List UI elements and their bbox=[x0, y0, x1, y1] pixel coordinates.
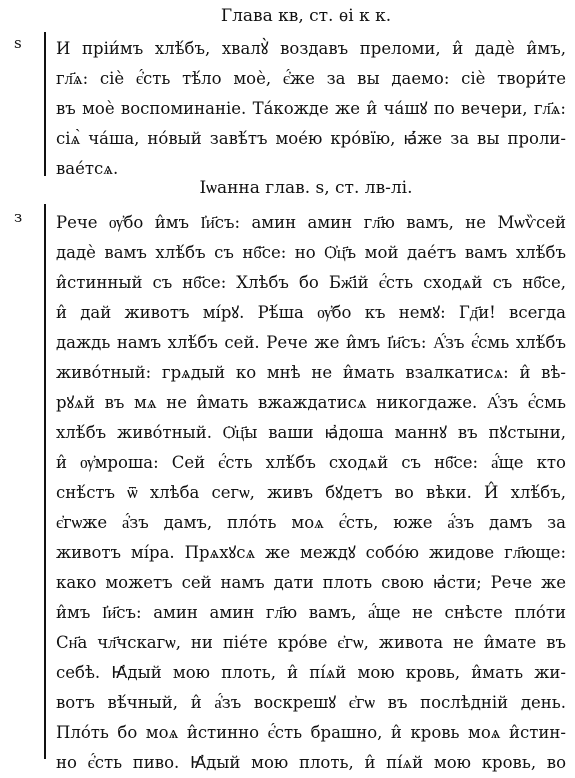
text-line: въ моѐ воспоминаніе. Та́кожде же и̂ ча́шꙋ по вечери, гл҃ѧ: bbox=[56, 99, 566, 118]
chapter-heading-john: Іѡанна глав. ѕ, ст. лв-лі. bbox=[199, 178, 413, 198]
text-line: хлѣ́бъ живо́тный. Ѻ҆ц҃ы ваши ꙗ҆доша маннꙋ въ пꙋстыни, bbox=[56, 423, 566, 442]
text-line: себѣ. Ꙗ҆дый мою плоть, и̂ пі́ѧй мою кровь, и̂мать жи- bbox=[56, 663, 566, 682]
text-line: Сн҃а чл҃чскагѡ, ни піе́те кро́ве є҆гѡ, живота не и̂мате въ bbox=[56, 633, 566, 652]
text-block-luke bbox=[56, 34, 566, 184]
text-block-john bbox=[56, 208, 566, 778]
text-line: снѣ́стъ ѿ хлѣба сегѡ, живъ бꙋдетъ во вѣки. И̂ хлѣ́бъ, bbox=[56, 483, 566, 502]
text-line: сіѧ̀ ча́ша, но́вый завѣ́тъ мое́ю кро́вїю, ꙗ҆́же за вы проли- bbox=[56, 129, 566, 148]
text-line: гл҃ѧ: сіѐ є҆́сть тѣ́ло моѐ, є҆́же за вы даемо: сіѐ твори́те bbox=[56, 69, 566, 88]
text-line: Пло́ть бо моѧ и̂стинно є҆́сть брашно, и̂ кровь моѧ и̂стин- bbox=[56, 723, 566, 742]
text-line: и̂ ѹ҆мроша: Сей є҆́сть хлѣ́бъ сходѧй съ нб҃се: а҆́ще кто bbox=[56, 453, 566, 472]
text-line: и̂ дай животъ мі́рꙋ. Рѣ́ша ѹ҆бо къ немꙋ: Гд҃и! всегда bbox=[56, 303, 566, 322]
margin-number-2: з bbox=[14, 208, 23, 226]
text-line: Рече ѹ҆бо и̂мъ І҆и҃съ: амин амин гл҃ю вамъ, не Мѡѷсей bbox=[56, 213, 566, 232]
text-line: живо́тный: грѧдый ко мнѣ не и̂мать взалкатисѧ: и̂ вѣ- bbox=[56, 363, 566, 382]
text-line: И пріи́мъ хлѣ́бъ, хвалꙋ̀ воздавъ преломи, и̂ дадѐ и̂мъ, bbox=[56, 39, 566, 58]
text-line: вотъ вѣ́чный, и̂ а҆́зъ воскрешꙋ є҆гѡ въ послѣдній день. bbox=[56, 693, 566, 712]
text-line: но є҆́сть пиво. Ꙗ҆дый мою плоть, и̂ пі́ѧй мою кровь, во bbox=[56, 753, 566, 772]
text-line: и̂мъ І҆и҃съ: амин амин гл҃ю вамъ, а҆́ще не снѣсте пло́ти bbox=[56, 603, 566, 622]
text-line: како можетъ сей намъ дати плоть свою ꙗ҆сти; Рече же bbox=[56, 573, 566, 592]
text-line: даждь намъ хлѣ́бъ сей. Рече же и̂мъ І҆и҃съ: А҆́зъ є҆́смь хлѣ́бъ bbox=[56, 333, 566, 352]
margin-rule-2 bbox=[44, 204, 46, 759]
text-line: вае́тсѧ. bbox=[56, 159, 119, 178]
chapter-heading-luke: Глава кв, ст. ѳі к к. bbox=[220, 6, 392, 26]
text-line: животъ мі́ра. Прѧхꙋсѧ же междꙋ собо́ю жидове гл҃юще: bbox=[56, 543, 566, 562]
margin-number-1: ѕ bbox=[14, 34, 22, 52]
margin-rule-1 bbox=[44, 32, 46, 176]
text-line: є҆гѡже а҆́зъ дамъ, пло́ть моѧ є҆́сть, юже а҆́зъ дамъ за bbox=[56, 513, 566, 532]
text-line: и̂стинный съ нб҃се: Хлѣбъ бо Бж҃ій є҆́сть сходѧй съ нб҃се, bbox=[56, 273, 566, 292]
text-line: рꙋѧй въ мѧ не и̂мать вжаждатисѧ никогдаже. А҆́зъ є҆́смь bbox=[56, 393, 566, 412]
text-line: дадѐ вамъ хлѣ́бъ съ нб҃се: но Ѻ҆ц҃ъ мой дае́тъ вамъ хлѣ́бъ bbox=[56, 243, 566, 262]
